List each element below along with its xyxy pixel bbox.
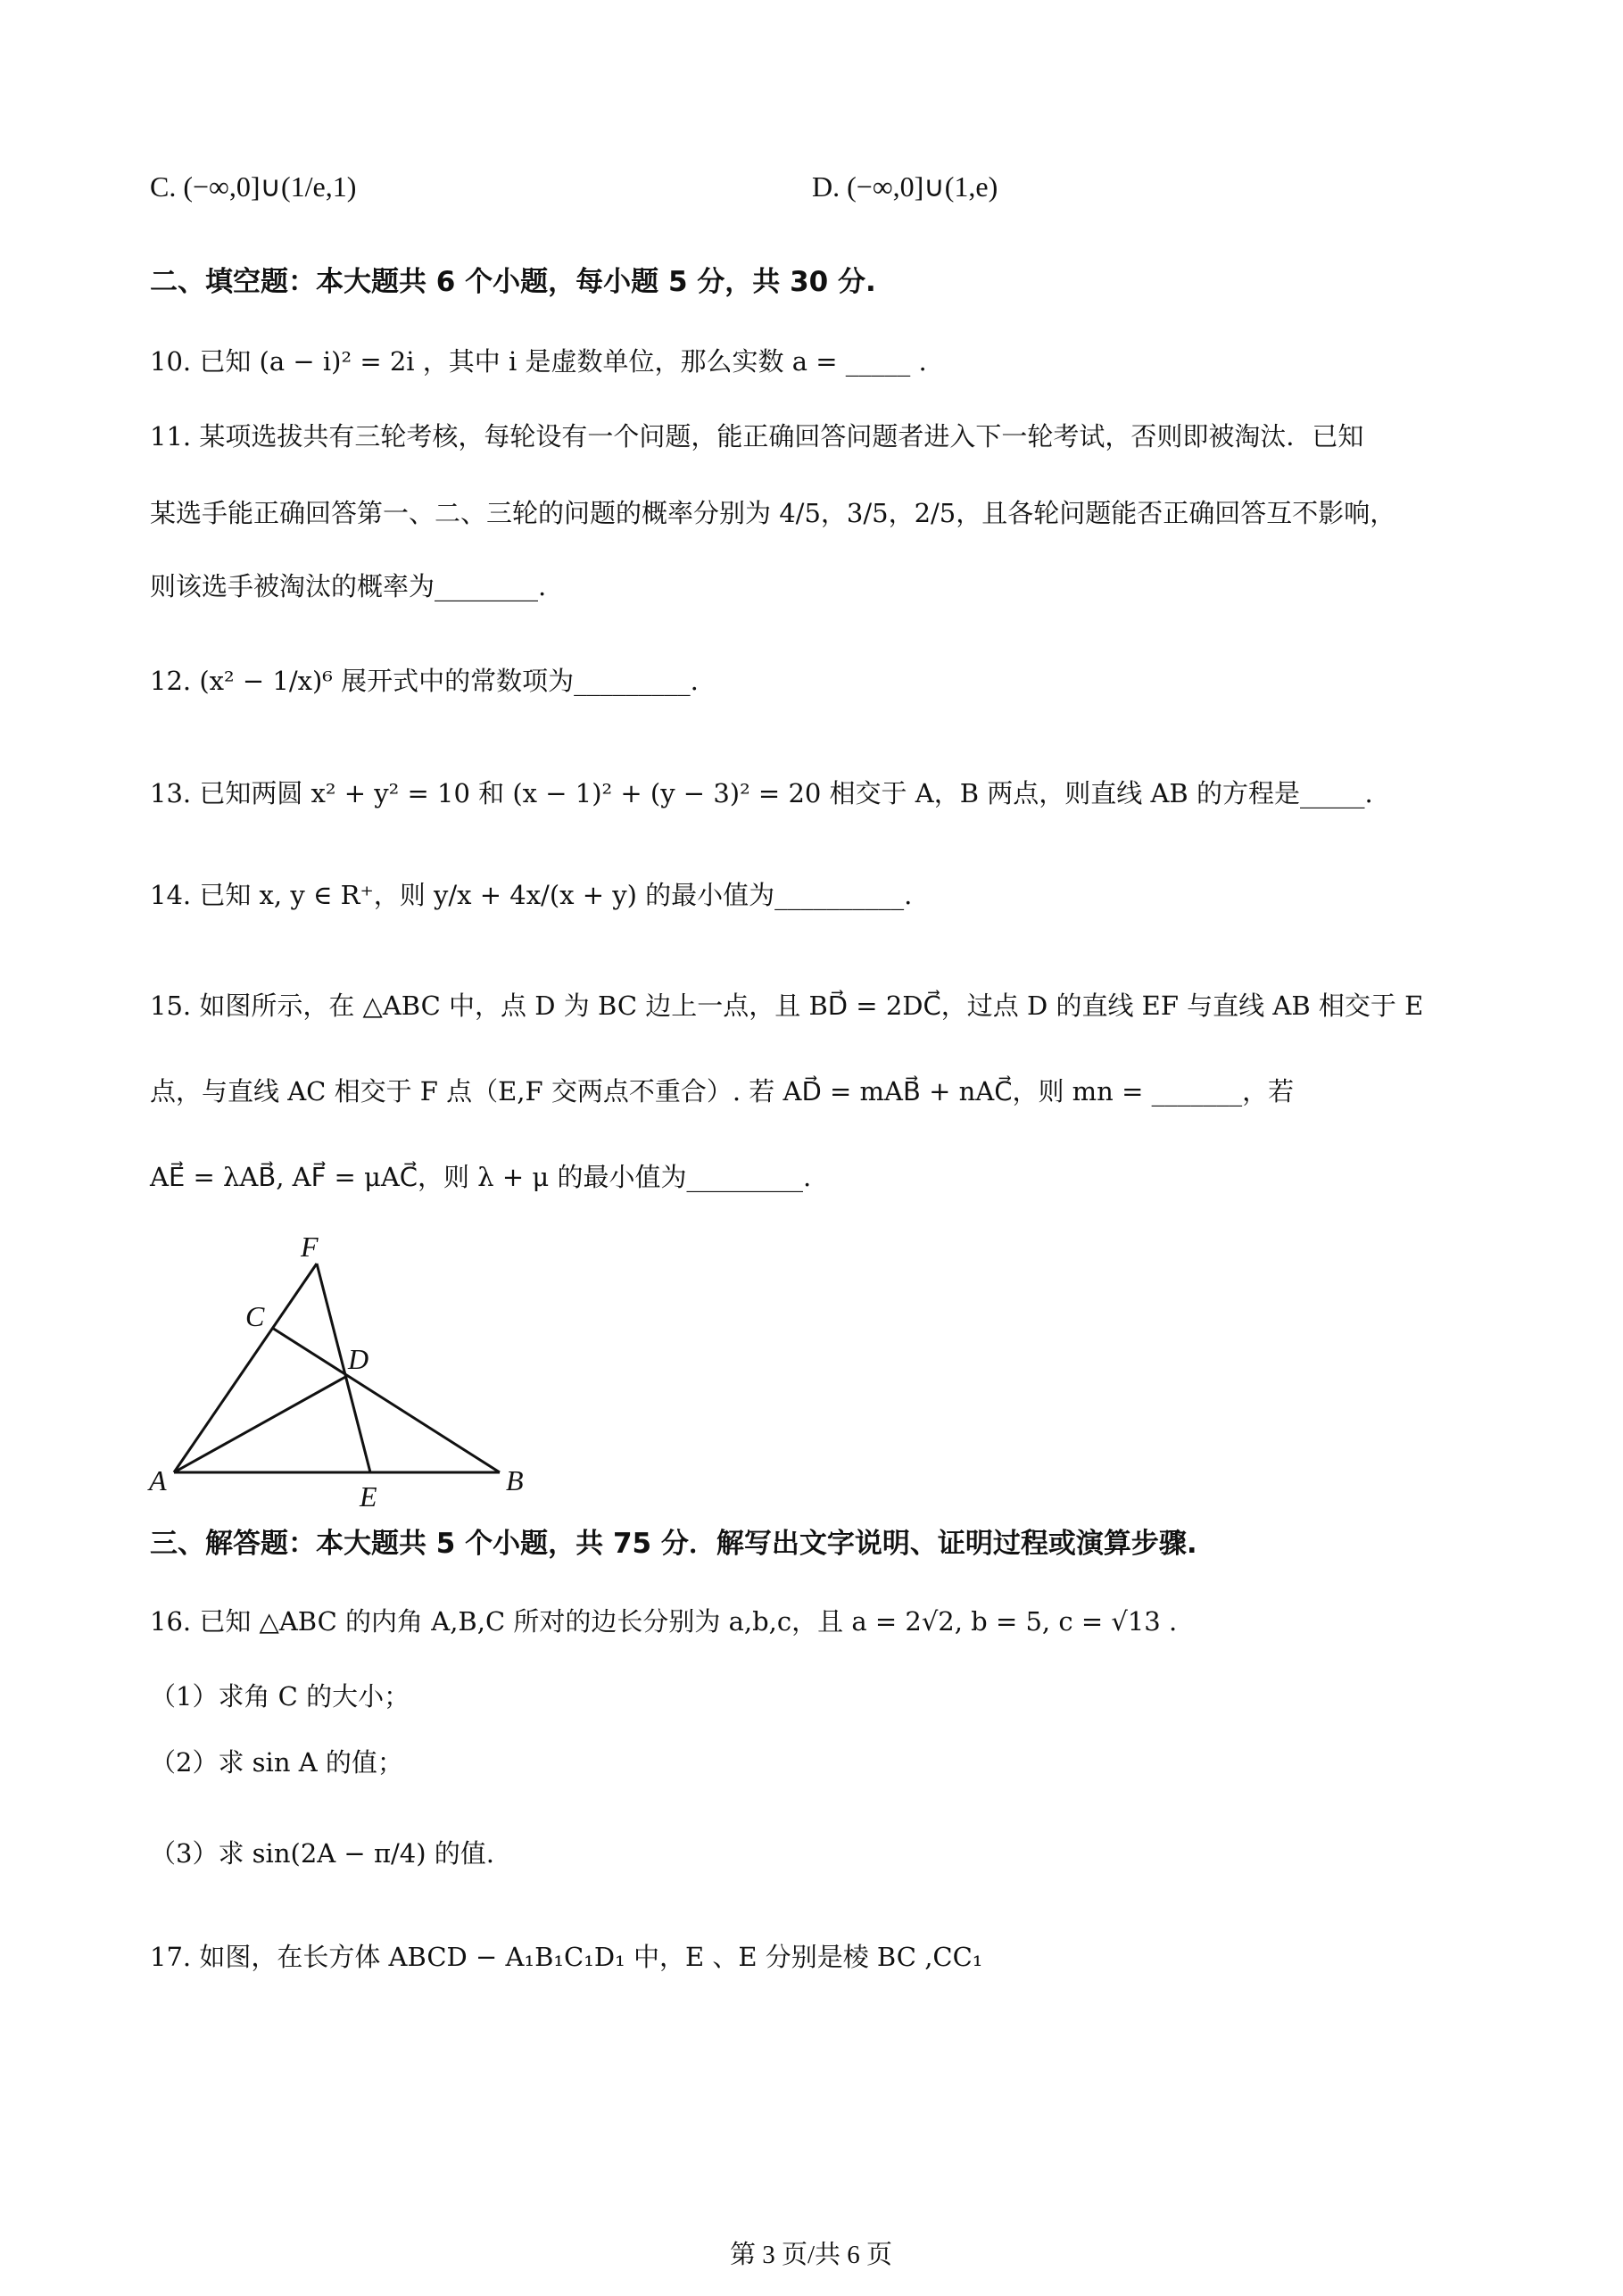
section-3-heading: 三、解答题：本大题共 5 个小题，共 75 分．解写出文字说明、证明过程或演算步骤. <box>150 1528 1197 1560</box>
section-2-heading: 二、填空题：本大题共 6 个小题，每小题 5 分，共 30 分. <box>150 266 876 298</box>
segment-af <box>174 1264 317 1472</box>
question-11-line-2: 某选手能正确回答第一、二、三轮的问题的概率分别为 4/5，3/5，2/5，且各轮问题能否正确回答互不影响， <box>150 498 1396 528</box>
option-c: C. (−∞,0]∪(1/e,1) <box>150 170 357 203</box>
label-c: C <box>245 1300 265 1332</box>
question-10: 10. 已知 (a − i)² = 2i ，其中 i 是虚数单位，那么实数 a = _____ . <box>150 346 927 377</box>
label-d: D <box>348 1343 369 1375</box>
label-e: E <box>360 1480 377 1513</box>
question-12: 12. (x² − 1/x)⁶ 展开式中的常数项为_________. <box>150 666 699 696</box>
question-16-part-1: （1）求角 C 的大小； <box>150 1681 410 1712</box>
question-15-line-3: AE⃗ = λAB⃗, AF⃗ = μAC⃗，则 λ + μ 的最小值为_________. <box>150 1162 812 1192</box>
page-footer: 第 3 页/共 6 页 <box>730 2241 893 2269</box>
question-11-line-1: 11. 某项选拔共有三轮考核，每轮设有一个问题，能正确回答问题者进入下一轮考试，否则即被淘汰．已知 <box>150 421 1364 452</box>
label-f: F <box>301 1231 319 1263</box>
question-13: 13. 已知两圆 x² + y² = 10 和 (x − 1)² + (y − 3)² = 20 相交于 A，B 两点，则直线 AB 的方程是_____. <box>150 778 1373 808</box>
question-15-line-2: 点，与直线 AC 相交于 F 点（E,F 交两点不重合）. 若 AD⃗ = mAB⃗ + nAC⃗，则 mn = _______，若 <box>150 1076 1295 1107</box>
segment-ad <box>174 1376 347 1472</box>
label-a: A <box>149 1464 167 1496</box>
question-15-line-1: 15. 如图所示，在 △ABC 中，点 D 为 BC 边上一点，且 BD⃗ = 2DC⃗，过点 D 的直线 EF 与直线 AB 相交于 E <box>150 991 1424 1021</box>
question-16-stem: 16. 已知 △ABC 的内角 A,B,C 所对的边长分别为 a,b,c，且 a = 2√2, b = 5, c = √13 . <box>150 1606 1178 1637</box>
question-16-part-2: （2）求 sin A 的值； <box>150 1747 403 1778</box>
question-14: 14. 已知 x, y ∈ R⁺，则 y/x + 4x/(x + y) 的最小值为__________. <box>150 880 913 910</box>
triangle-figure <box>147 1231 540 1517</box>
question-17: 17. 如图，在长方体 ABCD − A₁B₁C₁D₁ 中，E 、E 分别是棱 BC ,CC₁ <box>150 1942 983 1972</box>
question-11-line-3: 则该选手被淘汰的概率为________. <box>150 571 547 601</box>
option-d: D. (−∞,0]∪(1,e) <box>812 170 998 203</box>
question-16-part-3: （3）求 sin(2A − π/4) 的值. <box>150 1838 494 1869</box>
label-b: B <box>506 1464 524 1496</box>
